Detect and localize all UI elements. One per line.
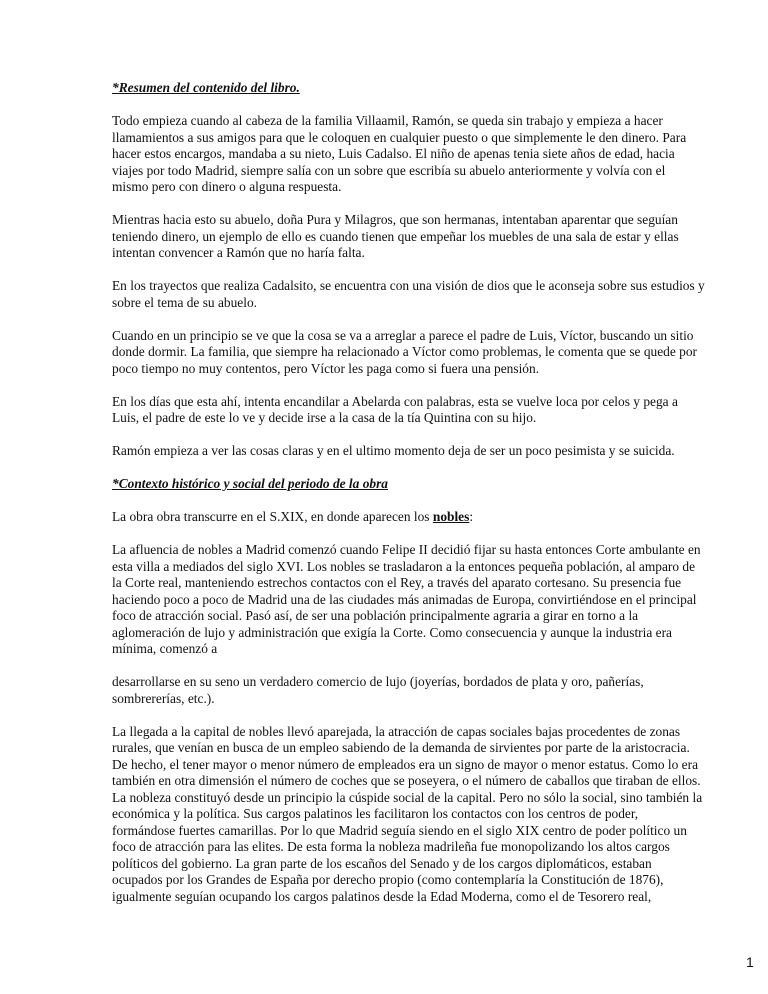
- text-line: viajes por todo Madrid, siempre salía con un sobre que escribía su abuelo anteriormente y volvía con el: [112, 162, 666, 178]
- text-line: llamamientos a sus amigos para que le coloquen en cualquier puesto o que simplemente le den dinero. Para: [112, 129, 687, 145]
- text-line: De hecho, el tener mayor o menor número de empleados era un signo de mayor o menor estatus. Como lo era: [112, 756, 699, 772]
- text-line: Cuando en un principio se ve que la cosa se va a arreglar a parece el padre de Luis, Víctor, buscando un sitio: [112, 327, 694, 343]
- text-line: haciendo poco a poco de Madrid una de las ciudades más animadas de Europa, convirtiéndose en el principal: [112, 591, 697, 607]
- text-line: foco de atracción para las elites. De esta forma la nobleza madrileña fue monopolizando los altos cargos: [112, 839, 670, 854]
- text-line: Todo empieza cuando al cabeza de la familia Villaamil, Ramón, se queda sin trabajo y empieza a hacer: [112, 113, 663, 128]
- text-line: intentan convencer a Ramón que no haría falta.: [112, 245, 365, 260]
- text-line: foco de atracción social. Pasó así, de ser una población principalmente agraria a girar en torno a la: [112, 608, 639, 623]
- text-line: Mientras hacia esto su abuelo, doña Pura y Milagros, que son hermanas, intentaban aparentar que seguían: [112, 212, 678, 227]
- intro-colon: :: [469, 509, 474, 524]
- intro-text: La obra obra transcurre en el S.XIX, en donde aparecen los: [112, 509, 433, 524]
- paragraph: [112, 443, 762, 460]
- text-line: poco tiempo no muy contentos, pero Víctor les paga como si fuera una pensión.: [112, 360, 540, 376]
- context-section: [112, 542, 762, 905]
- summary-section: [112, 113, 762, 460]
- text-line: La afluencia de nobles a Madrid comenzó cuando Felipe II decidió fijar su hasta entonces Corte ambulante en: [112, 542, 701, 557]
- intro-paragraph: [112, 509, 762, 526]
- text-line: ocupados por los Grandes de España por derecho propio (como contemplaría la Constitución de 1876),: [112, 872, 664, 887]
- page-number: 1: [746, 954, 754, 970]
- paragraph: [112, 328, 762, 378]
- text-line: desarrollarse en su seno un verdadero comercio de lujo (joyerías, bordados de plata y oro, pañerías,: [112, 674, 644, 689]
- text-line: también en otra dimensión el número de coches que se poseyera, o el número de caballos que tiraban de ellos.: [112, 773, 701, 788]
- section-heading-context: *Contexto histórico y social del periodo de la obra: [112, 476, 388, 491]
- text-line: teniendo dinero, un ejemplo de ello es cuando tienen que empeñar los muebles de una sala de estar y ellas: [112, 228, 679, 244]
- paragraph: [112, 394, 762, 427]
- paragraph: [112, 113, 762, 196]
- nobles-emphasis: nobles: [432, 509, 470, 524]
- text-line: En los días que esta ahí, intenta encandilar a Abelarda con palabras, esta se vuelve loca por celos y pega a: [112, 393, 678, 409]
- text-line: En los trayectos que realiza Cadalsito, se encuentra con una visión de dios que le aconseja sobre sus estudios y: [112, 278, 705, 293]
- text-line: sobre el tema de su abuelo.: [112, 294, 258, 310]
- paragraph: [112, 674, 762, 707]
- paragraph: [112, 542, 762, 658]
- paragraph: [112, 212, 762, 262]
- paragraph: [112, 724, 762, 906]
- text-line: Luis, el padre de este lo ve y decide irse a la casa de la tía Quintina con su hijo.: [112, 410, 537, 425]
- document-page: [112, 80, 762, 922]
- text-line: mismo pero con dinero o alguna respuesta.: [112, 179, 342, 194]
- section-heading-summary: *Resumen del contenido del libro.: [112, 80, 300, 95]
- text-line: donde dormir. La familia, que siempre ha relacionado a Víctor como problemas, le comenta que se quede por: [112, 344, 698, 359]
- text-line: hacer estos encargos, mandaba a su nieto, Luis Cadalso. El niño de apenas tenia siete años de edad, hacia: [112, 146, 675, 161]
- text-line: rurales, que venían en busca de un empleo sabiendo de la demanda de sirvientes por parte de la aristocracia.: [112, 740, 690, 755]
- text-line: esta villa a mediados del siglo XVI. Los nobles se trasladaron a la entonces pequeña población, al amparo de: [112, 558, 696, 574]
- text-line: La llegada a la capital de nobles llevó aparejada, la atracción de capas sociales bajas procedentes de zonas: [112, 723, 681, 739]
- text-line: aglomeración de lujo y administración que exigía la Corte. Como consecuencia y aunque la industria era: [112, 624, 672, 640]
- text-line: sombrererías, etc.).: [112, 690, 215, 706]
- text-line: La nobleza constituyó desde un principio la cúspide social de la capital. Pero no sólo la social, sino también la: [112, 789, 703, 805]
- text-line: la Corte real, manteniendo estrechos contactos con el Rey, a través del aparato cortesano. Su presencia fue: [112, 575, 682, 590]
- paragraph: [112, 278, 762, 311]
- text-line: Ramón empieza a ver las cosas claras y en el ultimo momento deja de ser un poco pesimista y se suicida.: [112, 443, 675, 458]
- text-line: económica y la política. Sus cargos palatinos les facilitaron los contactos con los centros de poder,: [112, 806, 639, 821]
- text-line: formándose fuertes camarillas. Por lo que Madrid seguía siendo en el siglo XIX centro de poder político un: [112, 822, 687, 838]
- text-line: igualmente seguían ocupando los cargos palatinos desde la Edad Moderna, como el de Tesorero real,: [112, 888, 652, 904]
- text-line: políticos del gobierno. La gran parte de los escaños del Senado y de los cargos diplomáticos, estaban: [112, 855, 652, 871]
- text-line: mínima, comenzó a: [112, 641, 218, 656]
